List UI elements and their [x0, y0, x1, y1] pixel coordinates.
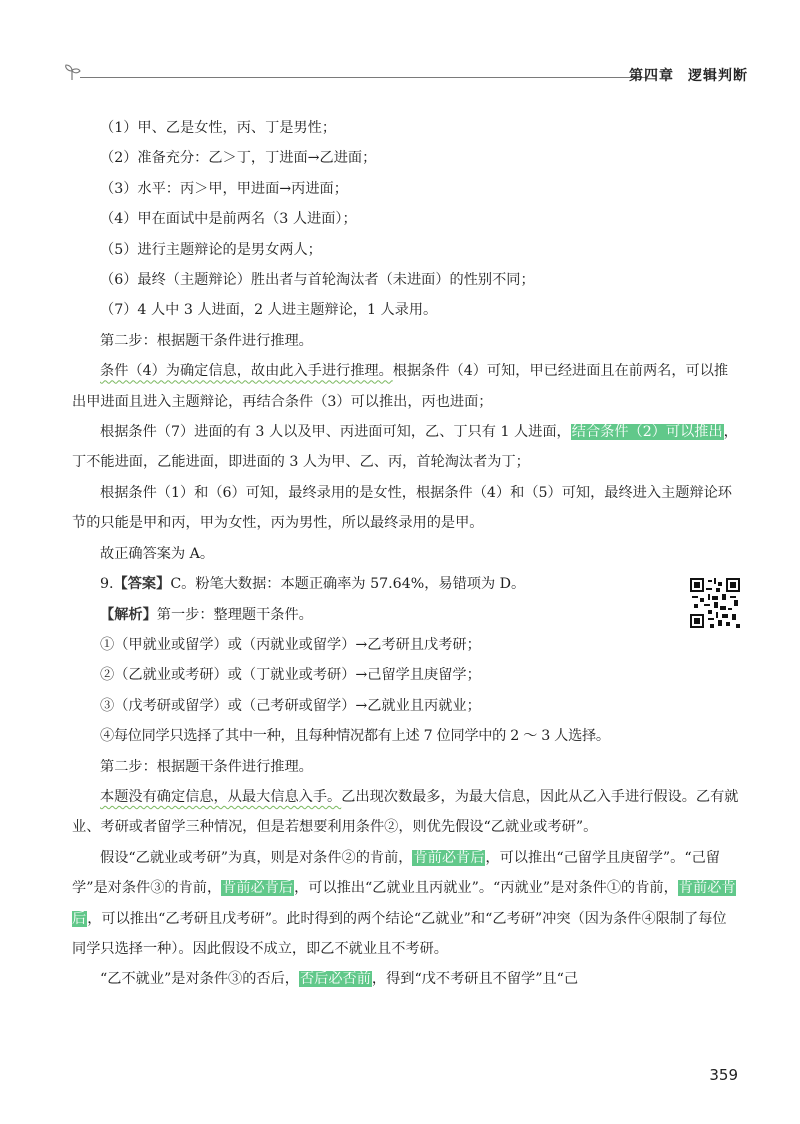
derived-condition-3: ③（戊考研或留学）或（己考研或留学）→乙就业且丙就业； [100, 697, 481, 714]
reasoning-paragraph-2 [72, 417, 740, 478]
reasoning-text: “乙不就业”是对条件③的否后， [100, 971, 299, 988]
highlight-tag: 肯前必肯后 [413, 849, 485, 866]
reasoning-text: 乙出现次数最多，为最大信息，因此从乙入手进行假设。乙有就业、考研或者留学三种情况，但是若想要利用条件②，则优先假设“乙就业或考研”。 [72, 788, 739, 836]
derived-condition-2: ②（乙就业或考研）或（丁就业或考研）→己留学且庚留学； [100, 667, 481, 684]
reasoning-text: ，得到“戊不考研且不留学”且“己 [371, 971, 579, 988]
reasoning-text: ，可以推出“己留学且庚留学”。“己留学”是对条件③的肯前， [72, 849, 720, 897]
chapter-number: 第四章 [629, 68, 674, 84]
reasoning-paragraph-3 [72, 478, 740, 539]
condition-1: （1）甲、乙是女性，丙、丁是男性； [100, 120, 337, 136]
page-number: 359 [709, 1066, 738, 1084]
condition-2: （2）准备充分：乙＞丁，丁进面→乙进面； [100, 150, 377, 167]
header-rule [80, 77, 648, 78]
page-header [58, 58, 748, 88]
answer-tag: 【答案】 [113, 576, 171, 593]
derived-condition-1: ①（甲就业或留学）或（丙就业或留学）→乙考研且戊考研； [100, 636, 481, 653]
condition-7: （7）4 人中 3 人进面，2 人进主题辩论，1 人录用。 [100, 302, 438, 319]
reasoning-text: 根据条件（1）和（6）可知，最终录用的是女性，根据条件（4）和（5）可知，最终进入主题辩论环节的只能是甲和丙，甲为女性，丙为男性，所以最终录用的是甲。 [72, 484, 732, 532]
step-two-heading: 第二步：根据题干条件进行推理。 [100, 332, 313, 349]
question-number: 9. [100, 576, 114, 593]
reasoning-paragraph-1 [72, 356, 740, 417]
analysis-text: 第一步：整理题干条件。 [156, 606, 313, 623]
highlight-tag: 肯前必肯后 [72, 880, 736, 927]
highlight-tag: 结合条件（2）可以推出 [571, 424, 723, 441]
chapter-title: 逻辑判断 [688, 68, 748, 84]
answer-8: 故正确答案为 A。 [100, 545, 215, 562]
answer-text: C。粉笔大数据：本题正确率为 57.64%，易错项为 D。 [170, 576, 526, 593]
reasoning-paragraph-4 [72, 782, 740, 843]
reasoning-text: 假设“乙就业或考研”为真，则是对条件②的肯前， [100, 849, 413, 866]
condition-5: （5）进行主题辩论的是男女两人； [100, 241, 322, 258]
reasoning-text: 根据条件（4）可知，甲已经进面且在前两名，可以推出甲进面且进入主题辩论，再结合条件（3）可以推出，丙也进面； [72, 363, 729, 410]
condition-3: （3）水平：丙＞甲，甲进面→丙进面； [100, 180, 348, 197]
highlight-tag: 否后必否前 [299, 971, 371, 988]
reasoning-text: ，可以推出“乙考研且戊考研”。此时得到的两个结论“乙就业”和“乙考研”冲突（因为条件④限制了每位同学只选择一种）。因此假设不成立，即乙不就业且不考研。 [72, 910, 727, 957]
condition-4: （4）甲在面试中是前两名（3 人进面）； [100, 211, 357, 228]
step-two-heading-b: 第二步：根据题干条件进行推理。 [100, 758, 313, 775]
reasoning-paragraph-5 [72, 843, 740, 965]
chapter-heading [629, 65, 748, 85]
condition-6: （6）最终（主题辩论）胜出者与首轮淘汰者（未进面）的性别不同； [100, 272, 535, 289]
reasoning-text: ，丁不能进面，乙能进面，即进面的 3 人为甲、乙、丙，首轮淘汰者为丁； [72, 424, 738, 471]
reasoning-text: ，可以推出“乙就业且丙就业”。“丙就业”是对条件①的肯前， [294, 880, 678, 897]
analysis-heading [100, 600, 740, 630]
derived-condition-4: ④每位同学只选择了其中一种，且每种情况都有上述 7 位同学中的 2 ～ 3 人选择。 [100, 728, 610, 745]
question-9-answer [100, 569, 740, 599]
analysis-tag: 【解析】 [100, 606, 157, 623]
key-sentence: 条件（4）为确定信息，故由此入手进行推理。 [100, 363, 393, 380]
reasoning-paragraph-6 [72, 964, 740, 994]
page-body [72, 113, 740, 995]
sprout-icon [58, 58, 88, 88]
key-sentence: 本题没有确定信息，从最大信息入手。 [100, 788, 342, 805]
highlight-tag: 肯前必肯后 [222, 880, 294, 897]
qr-code-icon[interactable] [690, 578, 740, 628]
reasoning-text: 根据条件（7）进面的有 3 人以及甲、丙进面可知，乙、丁只有 1 人进面， [100, 424, 571, 441]
